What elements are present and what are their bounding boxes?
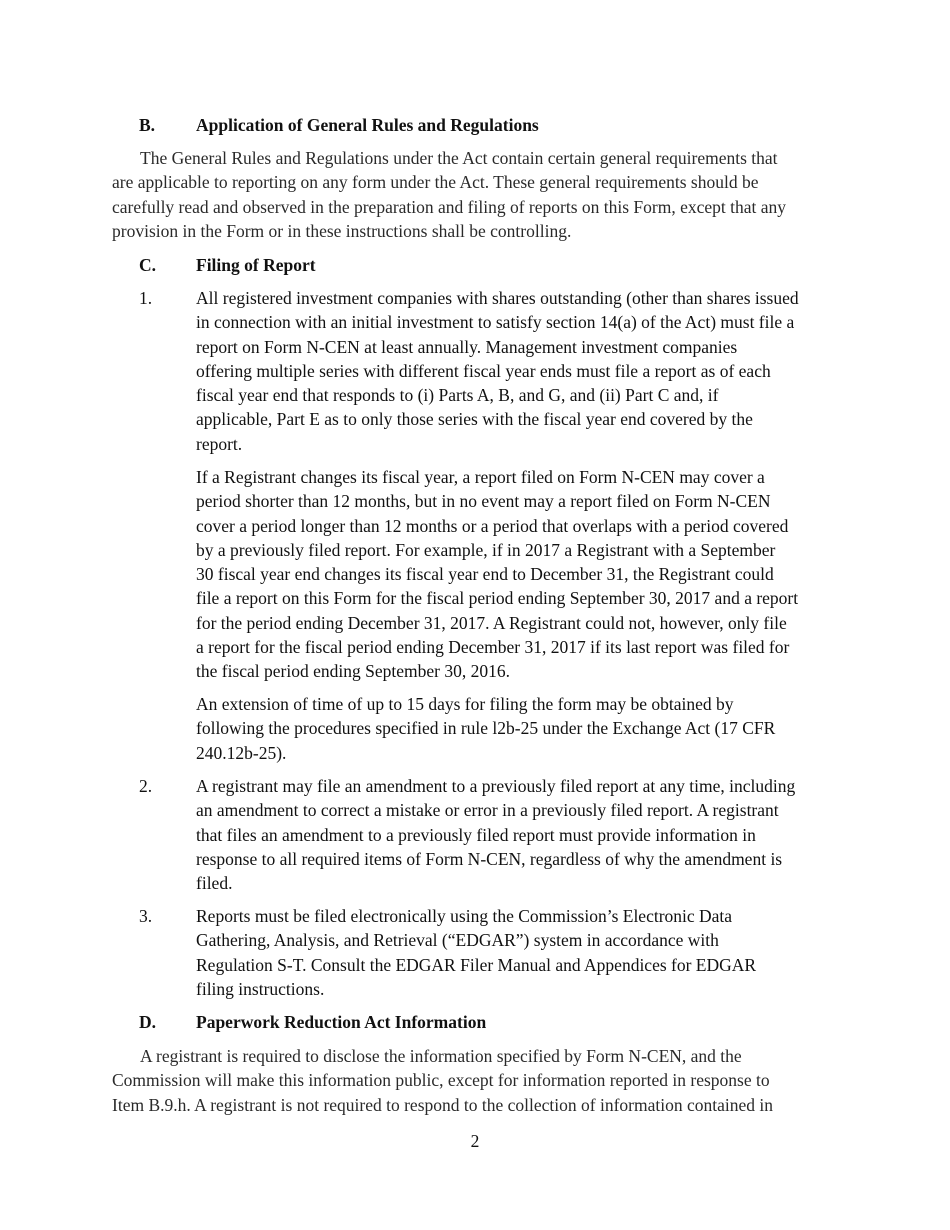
text-line: applicable, Part E as to only those series with the fiscal year end covered by the: [196, 409, 753, 430]
section-c-title: Filing of Report: [196, 255, 316, 275]
item-1-paragraph-1: [196, 286, 841, 456]
text-line: that files an amendment to a previously filed report must provide information in: [196, 824, 756, 845]
text-line: filing instructions.: [196, 978, 325, 999]
text-line: in connection with an initial investment to satisfy section 14(a) of the Act) must file a: [196, 312, 795, 333]
section-b-paragraph: [112, 146, 842, 243]
text-line: a report for the fiscal period ending December 31, 2017 if its last report was filed for: [196, 637, 790, 658]
text-line: Item B.9.h. A registrant is not required to respond to the collection of information contained in: [112, 1094, 773, 1115]
text-line: fiscal year end that responds to (i) Parts A, B, and G, and (ii) Part C and, if: [196, 385, 719, 406]
section-d-title: Paperwork Reduction Act Information: [196, 1012, 487, 1032]
text-line: following the procedures specified in rule l2b-25 under the Exchange Act (17 CFR: [196, 718, 776, 739]
text-line: an amendment to correct a mistake or error in a previously filed report. A registrant: [196, 800, 779, 821]
item-1-paragraph-3: [196, 692, 841, 765]
text-line: the fiscal period ending September 30, 2016.: [196, 661, 510, 682]
text-line: Gathering, Analysis, and Retrieval (“EDGAR”) system in accordance with: [196, 930, 719, 951]
text-line: report on Form N-CEN at least annually. Management investment companies: [196, 336, 738, 357]
text-line: Reports must be filed electronically using the Commission’s Electronic Data: [196, 906, 733, 926]
text-line: If a Registrant changes its fiscal year, a report filed on Form N-CEN may cover a: [196, 467, 765, 487]
text-line: file a report on this Form for the fiscal period ending September 30, 2017 and a report: [196, 588, 799, 609]
section-b-letter: B.: [139, 115, 156, 135]
text-line: All registered investment companies with shares outstanding (other than shares issued: [196, 288, 799, 308]
text-line: response to all required items of Form N-CEN, regardless of why the amendment is: [196, 848, 783, 869]
text-line: period shorter than 12 months, but in no event may a report filed on Form N-CEN: [196, 491, 771, 512]
text-line: by a previously filed report. For example, if in 2017 a Registrant with a September: [196, 539, 776, 560]
section-b-title: Application of General Rules and Regulations: [196, 115, 539, 135]
text-line: 240.12b-25).: [196, 742, 287, 763]
text-line: report.: [196, 433, 243, 454]
section-c-heading: [139, 253, 316, 277]
item-3-paragraph: [196, 904, 841, 1001]
section-d-paragraph: [112, 1044, 842, 1117]
text-line: The General Rules and Regulations under the Act contain certain general requirements that: [140, 148, 778, 168]
section-d-letter: D.: [139, 1012, 157, 1032]
text-line: provision in the Form or in these instructions shall be controlling.: [112, 220, 572, 241]
text-line: filed.: [196, 873, 233, 894]
text-line: A registrant is required to disclose the information specified by Form N-CEN, and the: [140, 1046, 742, 1066]
text-line: are applicable to reporting on any form under the Act. These general requirements should be: [112, 172, 759, 193]
text-line: offering multiple series with different fiscal year ends must file a report as of each: [196, 360, 771, 381]
text-line: A registrant may file an amendment to a previously filed report at any time, including: [196, 776, 796, 796]
text-line: 30 fiscal year end changes its fiscal year end to December 31, the Registrant could: [196, 564, 774, 585]
text-line: carefully read and observed in the preparation and filing of reports on this Form, except that any: [112, 196, 787, 217]
text-line: cover a period longer than 12 months or a period that overlaps with a period covered: [196, 515, 789, 536]
section-d-heading: [139, 1010, 486, 1034]
text-line: Regulation S-T. Consult the EDGAR Filer Manual and Appendices for EDGAR: [196, 954, 757, 975]
text-line: for the period ending December 31, 2017. A Registrant could not, however, only file: [196, 612, 787, 633]
item-1-number: 1.: [139, 288, 153, 308]
text-line: Commission will make this information public, except for information reported in response to: [112, 1070, 770, 1091]
item-2-number: 2.: [139, 776, 153, 796]
section-b-heading: [139, 113, 539, 137]
item-1-paragraph-2: [196, 465, 841, 684]
text-line: An extension of time of up to 15 days for filing the form may be obtained by: [196, 694, 734, 714]
section-c-letter: C.: [139, 255, 157, 275]
page-number: 2: [470, 1131, 480, 1151]
item-3-number: 3.: [139, 906, 153, 926]
item-2-paragraph: [196, 774, 841, 895]
